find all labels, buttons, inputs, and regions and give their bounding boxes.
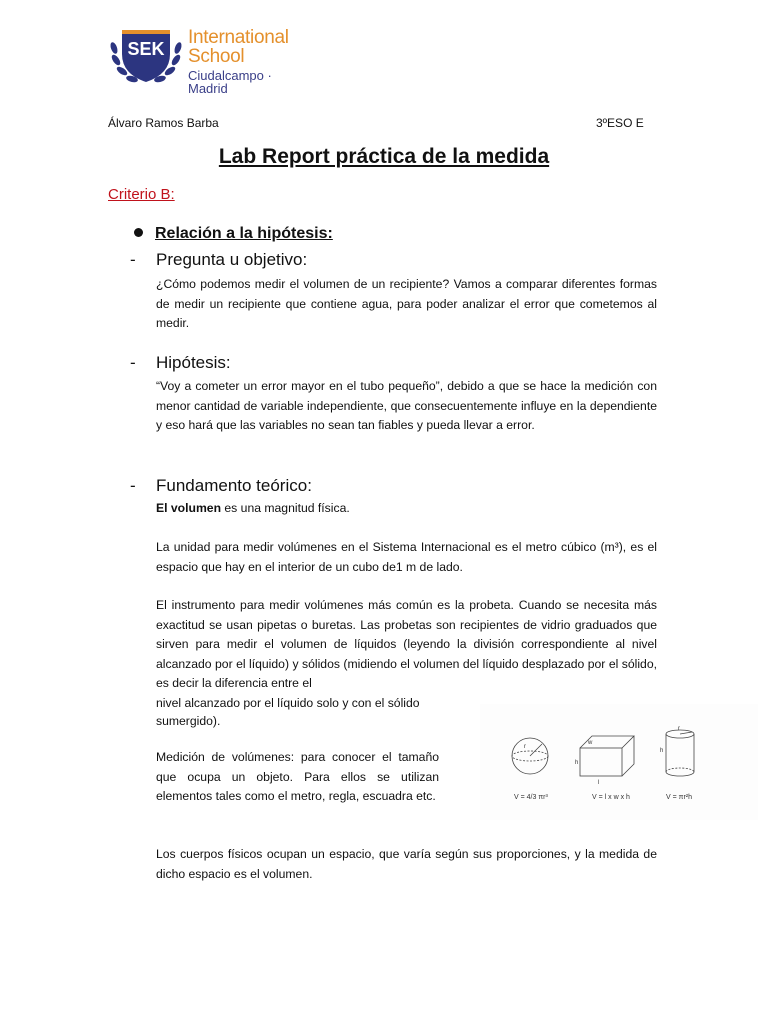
box-width-label: w <box>588 740 593 746</box>
box-length-label: l <box>598 780 600 786</box>
bold-term: El volumen <box>156 501 222 515</box>
author-name: Álvaro Ramos Barba <box>108 116 219 130</box>
logo-line-school: School <box>188 46 245 67</box>
cylinder-icon <box>666 730 694 776</box>
page-title: Lab Report práctica de la medida <box>218 145 550 168</box>
paragraph-medicion: Medición de volúmenes: para conocer el tamaño que ocupa un objeto. Para ellos se utilizan elementos tales como el metro, regla, escuadra etc. <box>156 750 439 804</box>
box-formula: V = l x w x h <box>592 794 630 801</box>
criterio-heading: Criterio B: <box>108 186 175 203</box>
dash-marker: - <box>130 476 136 495</box>
class-group: 3ºESO E <box>596 116 644 130</box>
sek-shield-icon <box>108 24 184 88</box>
sphere-icon <box>512 738 548 774</box>
dash-marker: - <box>130 353 136 372</box>
box-height-label: h <box>575 760 579 766</box>
volume-shapes-figure <box>480 704 758 820</box>
dash-marker: - <box>130 250 136 269</box>
sphere-radius-label: r <box>524 744 526 750</box>
paragraph-pregunta: ¿Cómo podemos medir el volumen de un recipiente? Vamos a comparar diferentes formas de medir un recipiente que contiene agua, para poder analizar el error que cometemos al medir. <box>156 277 657 331</box>
bullet-heading: Relación a la hipótesis: <box>155 225 333 242</box>
paragraph-hipotesis: “Voy a cometer un error mayor en el tubo pequeño”, debido a que se hace la medición con menor cantidad de variable independiente, que consecuentemente influye en la dependiente y eso hará que las variables no sean tan fiables y pueda llevar a error. <box>156 379 657 433</box>
logo-line-international: International <box>188 27 289 48</box>
cylinder-height-label: h <box>660 748 664 754</box>
bullet-icon <box>134 228 143 237</box>
section-heading-pregunta: Pregunta u objetivo: <box>156 250 308 269</box>
paragraph-cuerpos: Los cuerpos físicos ocupan un espacio, que varía según sus proporciones, y la medida de dicho espacio es el volumen. <box>156 847 657 881</box>
cylinder-radius-label: r <box>678 726 680 732</box>
paragraph-unidad: La unidad para medir volúmenes en el Sistema Internacional es el metro cúbico (m³), es el espacio que hay en el interior de un cubo de1 m de lado. <box>156 540 657 574</box>
section-heading-hipotesis: Hipótesis: <box>156 353 231 372</box>
paragraph-instrumento-cont2: sumergido). <box>156 714 221 728</box>
paragraph-instrumento: El instrumento para medir volúmenes más común es la probeta. Cuando se necesita más exactitud se usan pipetas o buretas. Las probetas son recipientes de vidrio graduados que sirven para medir el volumen de líquidos (leyendo la división correspondiente al nivel alcanzado por el líquido) y sólidos (midiendo el volumen del líquido desplazado por el sólido, es decir la diferencia entre el <box>156 598 657 691</box>
logo-line-location: Ciudalcampo · Madrid <box>188 68 272 96</box>
svg-text:SEK: SEK <box>127 39 165 59</box>
cylinder-formula: V = πr²h <box>666 794 693 801</box>
sphere-formula: V = 4/3 πr³ <box>514 794 548 801</box>
paragraph-instrumento-cont1: nivel alcanzado por el líquido solo y con el sólido <box>156 696 420 710</box>
section-heading-fundamento: Fundamento teórico: <box>156 476 312 495</box>
school-logo <box>108 24 308 96</box>
paragraph-volumen: El volumen es una magnitud física. <box>156 501 350 515</box>
